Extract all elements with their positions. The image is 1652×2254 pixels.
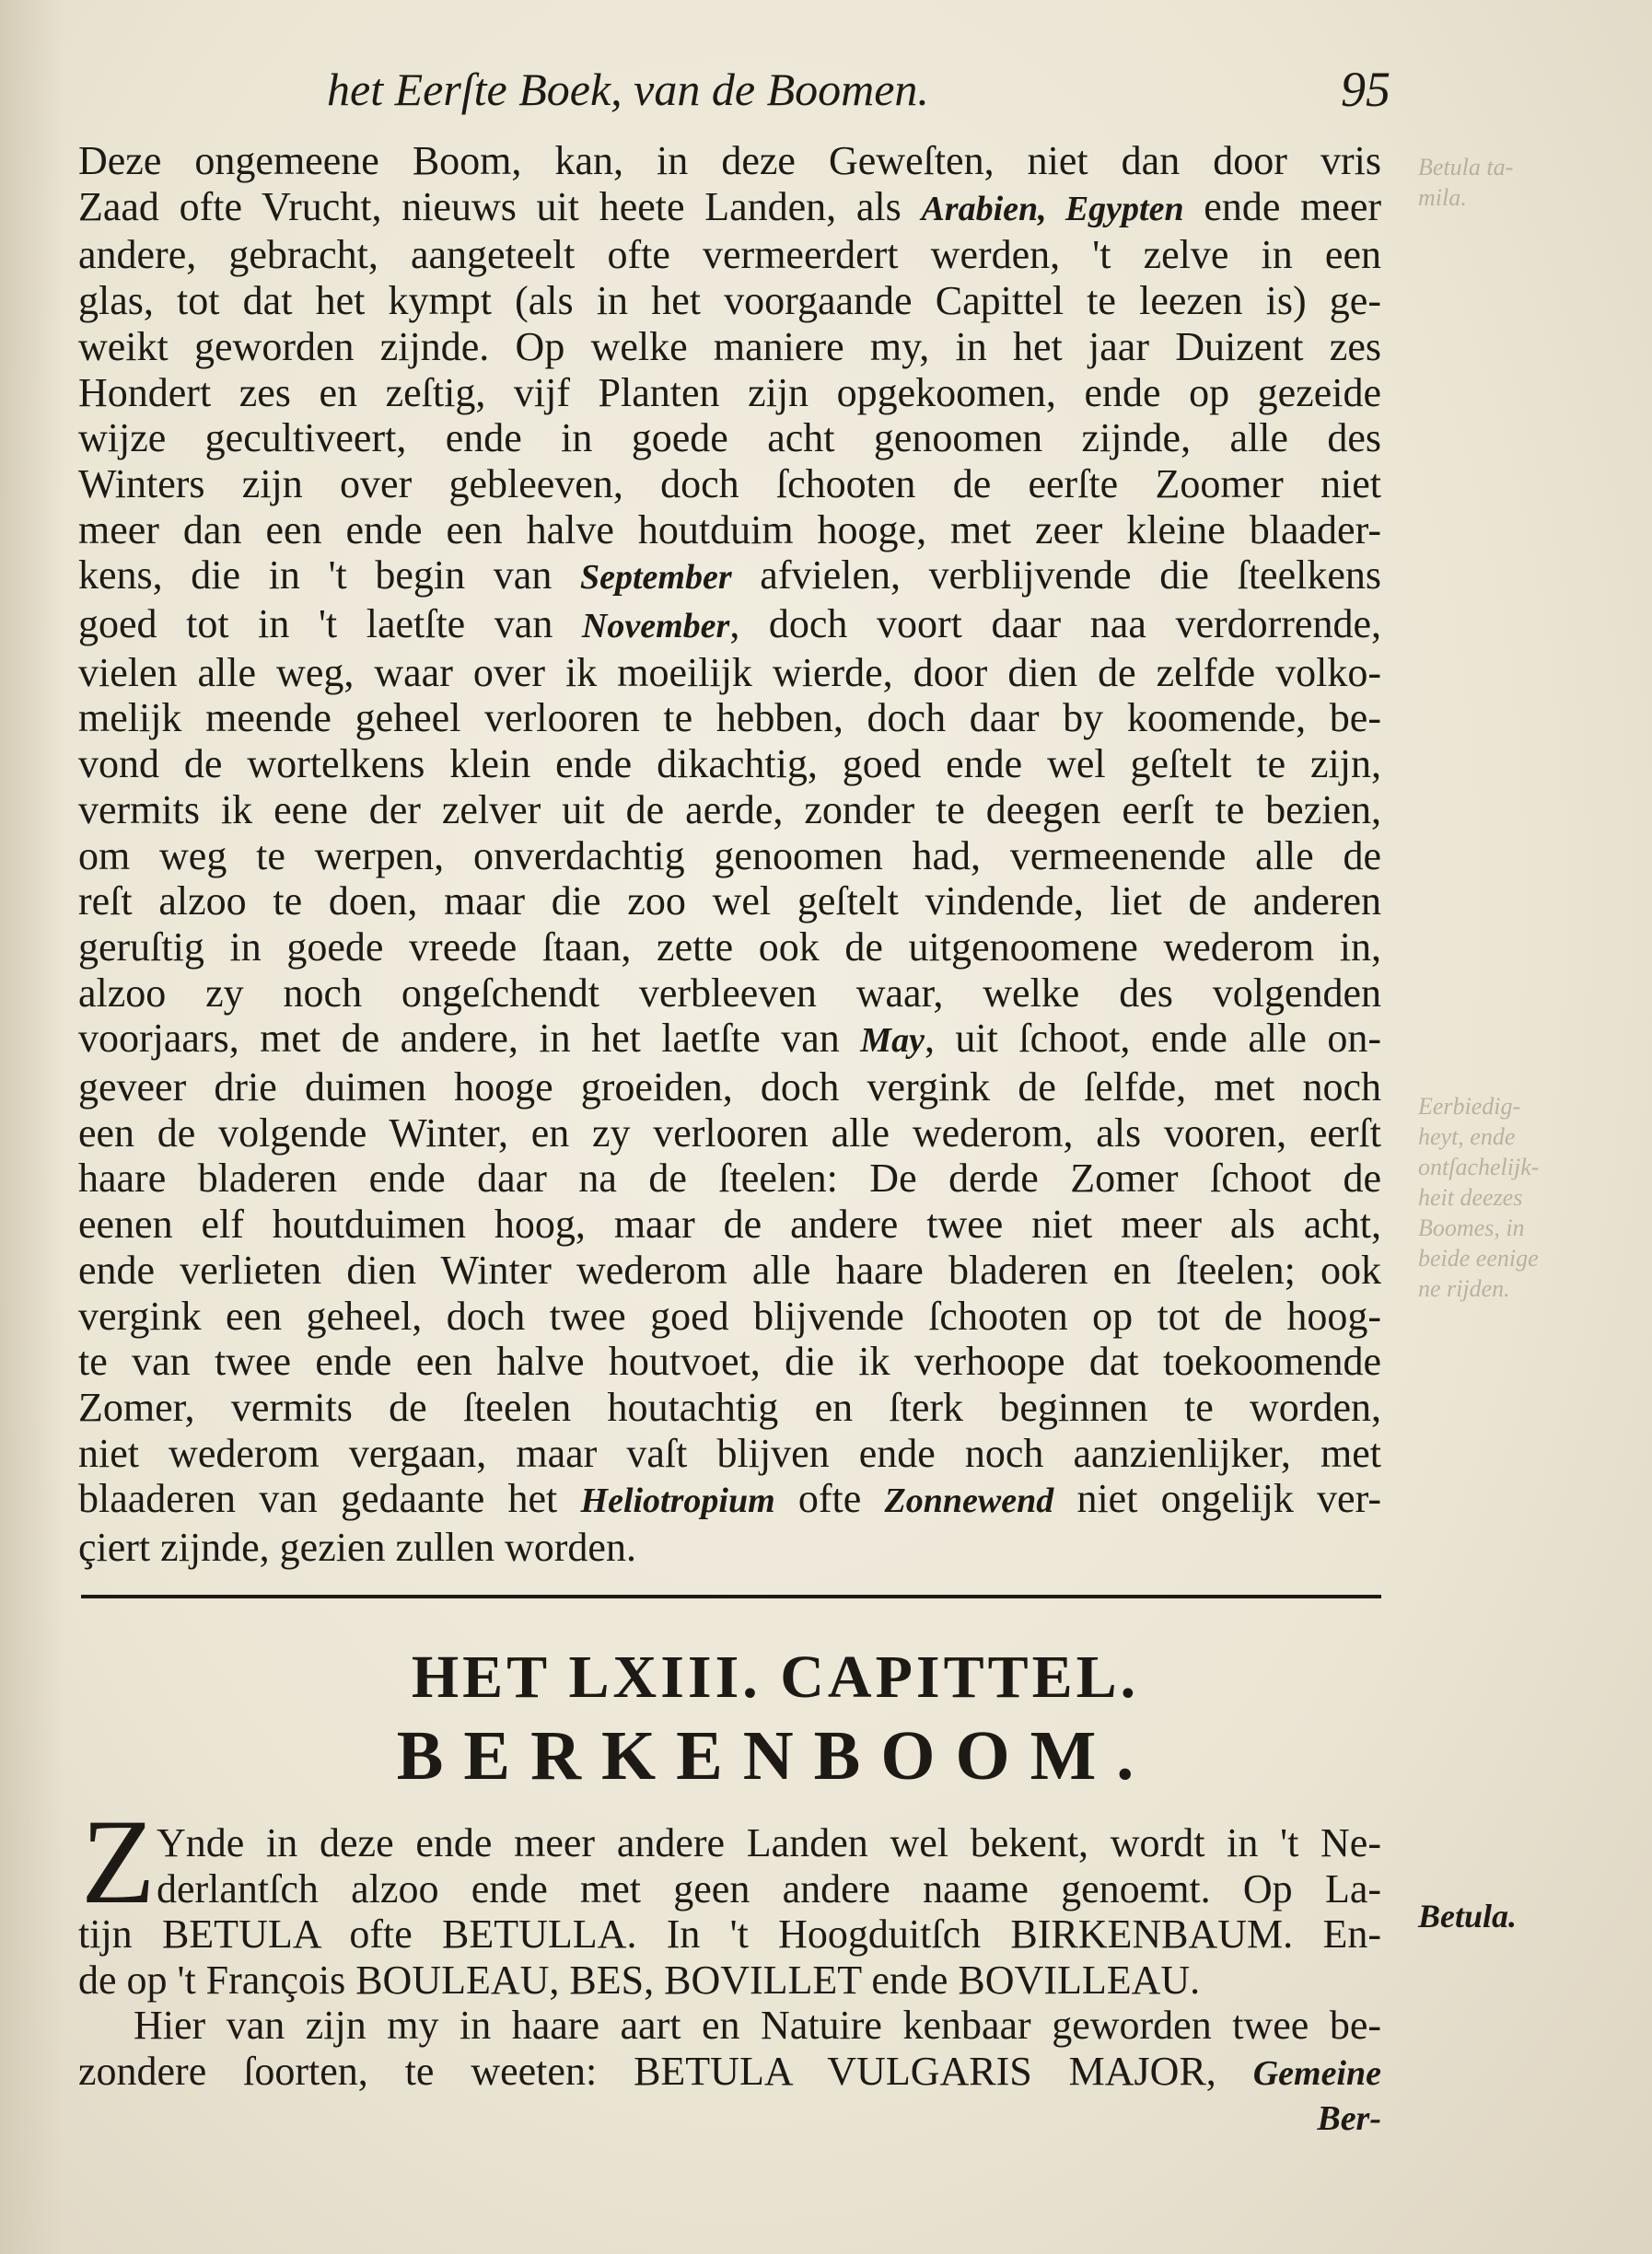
text-line: alzoo zy noch ongeſchendt verbleeven waar, welke des volgenden xyxy=(78,970,1381,1016)
italic-term: November xyxy=(581,607,730,646)
text-line: ende verlieten dien Winter wederom alle haare bladeren en ſteelen; ook xyxy=(78,1247,1381,1293)
page-number: 95 xyxy=(1341,62,1390,117)
text-line: wijze gecultiveert, ende in goede acht genoomen zijnde, alle des xyxy=(78,415,1381,461)
text-line: çiert zijnde, gezien zullen worden. xyxy=(78,1525,636,1571)
paragraph-continuation xyxy=(78,138,1381,1571)
text-line: weikt geworden zijnde. Op welke maniere my, in het jaar Duizent zes xyxy=(78,323,1381,369)
text-line: vergink een geheel, doch twee goed blijvende ſchooten op tot de hoog- xyxy=(78,1293,1381,1339)
ghost-note-line: heit deezes xyxy=(1418,1184,1523,1211)
text-line: geruſtig in goede vreede ſtaan, zette ook de uitgenoomene wederom in, xyxy=(78,924,1381,970)
italic-term: Gemeine xyxy=(1252,2053,1381,2093)
ghost-note-line: Betula ta- xyxy=(1418,154,1514,180)
text-line: Deze ongemeene Boom, kan, in deze Geweſten, niet dan door vris xyxy=(78,138,1381,183)
ghost-note-line: beide eenige xyxy=(1418,1245,1539,1272)
chapter-text-line: Hier van zijn my in haare aart en Natuire kenbaar geworden twee be- xyxy=(134,2003,1381,2048)
text-line: Hondert zes en zeſtig, vijf Planten zijn opgekoomen, ende op gezeide xyxy=(78,369,1381,415)
ghost-note-line: ontſachelijk- xyxy=(1418,1154,1540,1180)
text-line: Zaad ofte Vrucht, nieuws uit heete Landen, als Arabien, Egypten ende meer xyxy=(78,183,1381,229)
text-line: Zomer, vermits de ſteelen houtachtig en ſterk beginnen te worden, xyxy=(78,1384,1381,1430)
chapter-title: HET LXIII. CAPITTEL. xyxy=(411,1644,1140,1711)
text-line: geveer drie duimen hooge groeiden, doch vergink de ſelfde, met noch xyxy=(78,1064,1381,1110)
ghost-note-line: Eerbiedig- xyxy=(1418,1093,1521,1120)
text-line: glas, tot dat het kympt (als in het voorgaande Capittel te leezen is) ge- xyxy=(78,278,1381,324)
bleed-through-margin-note-top xyxy=(1418,152,1513,213)
chapter-text-line: Ynde in deze ende meer andere Landen wel bekent, wordt in 't Ne- xyxy=(157,1820,1381,1865)
drop-cap-letter: Z xyxy=(81,1794,156,1929)
italic-term: Zonnewend xyxy=(884,1481,1054,1521)
chapter-name: BERKENBOOM. xyxy=(396,1717,1155,1795)
text-line: eenen elf houtduimen hoog, maar de andere twee niet meer als acht, xyxy=(78,1202,1381,1248)
text-line: haare bladeren ende daar na de ſteelen: De derde Zomer ſchoot de xyxy=(78,1156,1381,1202)
ghost-note-line: mila. xyxy=(1418,184,1467,211)
running-head: het Eerſte Boek, van de Boomen. xyxy=(327,64,929,115)
text-line: voorjaars, met de andere, in het laetſte van May, uit ſchoot, ende alle on- xyxy=(78,1016,1381,1062)
chapter-text-line: de op 't François BOULEAU, BES, BOVILLET ende BOVILLEAU. xyxy=(78,1957,1201,2003)
text-line: niet wederom vergaan, maar vaſt blijven ende noch aanzienlijker, met xyxy=(78,1430,1381,1476)
italic-term: Arabien, Egypten xyxy=(921,189,1184,228)
text-line: andere, gebracht, aangeteelt ofte vermeerdert werden, 't zelve in een xyxy=(78,232,1381,278)
text-line: melijk meende geheel verlooren te hebben, doch daar by koomende, be- xyxy=(78,695,1381,741)
ghost-note-line: heyt, ende xyxy=(1418,1123,1516,1150)
margin-note-betula: Betula. xyxy=(1418,1898,1518,1934)
chapter-text-line: tijn BETULA ofte BETULLA. In 't Hoogduitſch BIRKENBAUM. En- xyxy=(78,1911,1381,1957)
italic-term: Heliotropium xyxy=(580,1481,775,1521)
text-line: vermits ik eene der zelver uit de aerde, zonder te deegen eerſt te bezien, xyxy=(78,786,1381,832)
text-line: goed tot in 't laetſte van November, doch voort daar naa verdorrende, xyxy=(78,601,1381,647)
page-gutter-shadow xyxy=(0,0,64,2254)
text-line: een de volgende Winter, en zy verlooren alle wederom, als vooren, eerſt xyxy=(78,1110,1381,1156)
italic-term: September xyxy=(580,558,732,598)
section-divider-rule xyxy=(81,1595,1381,1598)
chapter-opening-text xyxy=(78,1820,1381,2143)
text-line: Winters zijn over gebleeven, doch ſchooten de eerſte Zoomer niet xyxy=(78,460,1381,506)
text-line: vond de wortelkens klein ende dikachtig, goed ende wel geſtelt te zijn, xyxy=(78,741,1381,787)
text-line: kens, die in 't begin van September afvielen, verblijvende die ſteelkens xyxy=(78,552,1381,598)
text-line: blaaderen van gedaante het Heliotropium ofte Zonnewend niet ongelijk ver- xyxy=(78,1476,1381,1522)
text-line: om weg te werpen, onverdachtig genoomen had, vermeenende alle de xyxy=(78,832,1381,878)
chapter-text-line: zondere ſoorten, te weeten: BETULA VULGARIS MAJOR, Gemeine xyxy=(78,2048,1381,2094)
text-line: meer dan een ende een halve houtduim hooge, met zeer kleine blaader- xyxy=(78,506,1381,552)
text-line: reſt alzoo te doen, maar die zoo wel geſtelt vindende, liet de anderen xyxy=(78,878,1381,924)
ghost-note-line: Boomes, in xyxy=(1418,1214,1525,1241)
page-header xyxy=(327,48,1390,131)
text-line: te van twee ende een halve houtvoet, die ik verhoope dat toekoomende xyxy=(78,1339,1381,1385)
bleed-through-margin-note-middle xyxy=(1418,1091,1539,1304)
chapter-text-line: derlantſch alzoo ende met geen andere naame genoemt. Op La- xyxy=(157,1865,1381,1911)
italic-term: May xyxy=(860,1021,925,1061)
text-line: vielen alle weg, waar over ik moeilijk wierde, door dien de zelfde volko- xyxy=(78,649,1381,695)
catchword: Ber- xyxy=(1317,2099,1381,2138)
ghost-note-line: ne rijden. xyxy=(1418,1275,1510,1302)
